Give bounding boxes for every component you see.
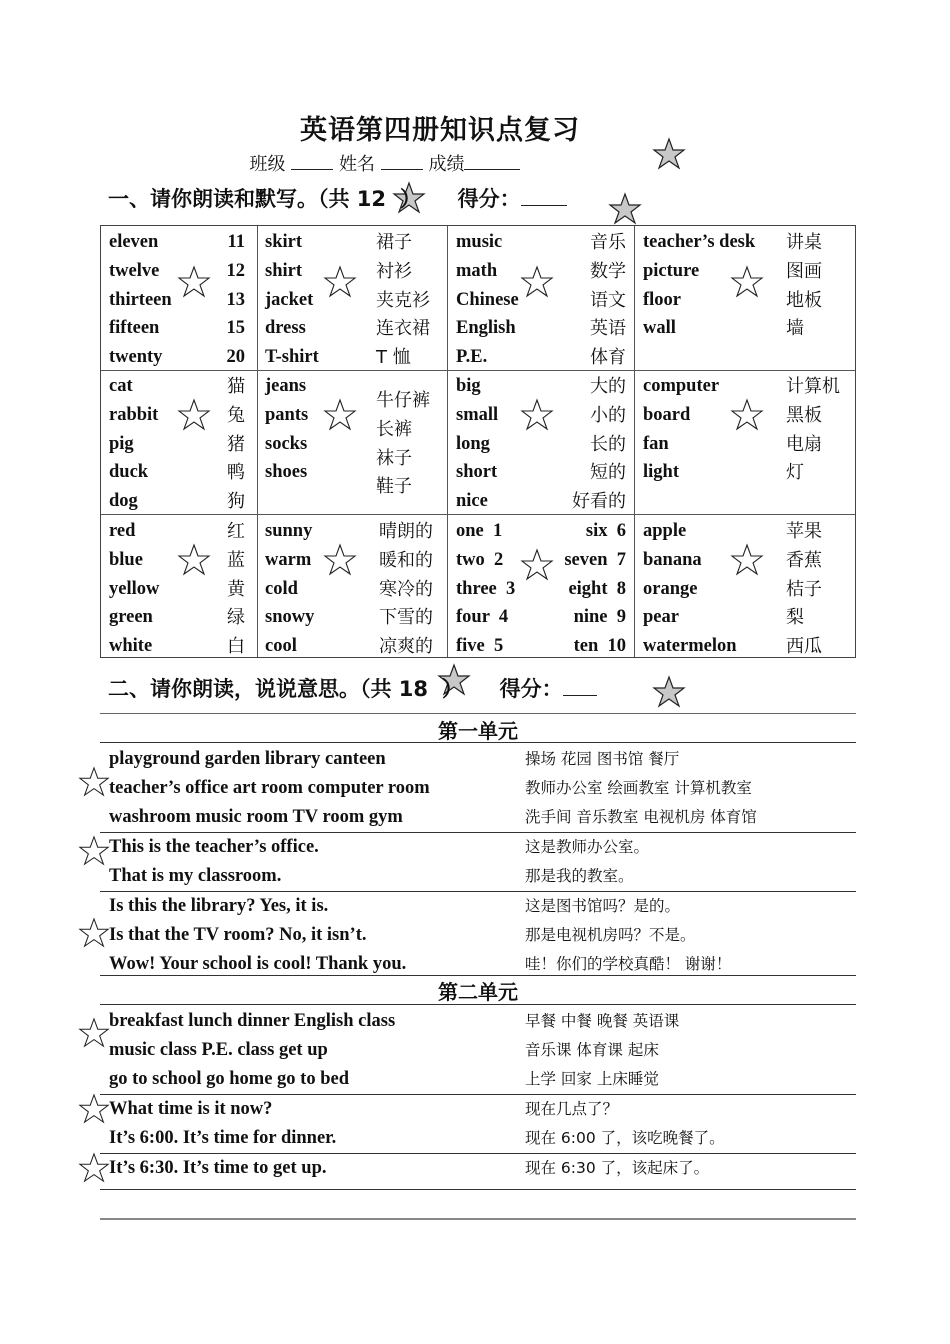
rule-line [100,742,856,743]
vocab-meaning: 寒冷的 [379,578,433,600]
gray-star-icon [652,675,686,709]
vocab-number-word: ten 10 [573,636,626,657]
vocab-word: light [643,462,679,483]
vocab-meaning: 12 [226,260,245,281]
vocab-number-word: four 4 [456,607,509,628]
gray-star-icon [608,192,642,226]
vocab-word: T-shirt [265,347,319,368]
sentence-zh: 早餐 中餐 晚餐 英语课 [525,1012,680,1030]
outline-star-icon [78,1093,110,1125]
outline-star-icon [177,265,211,299]
sentence-zh: 现在 6:00 了，该吃晚餐了。 [525,1129,725,1147]
vocab-word: teacher’s desk [643,232,756,252]
vocab-meaning: 香蕉 [786,549,822,571]
vocab-meaning: 鞋子 [376,476,412,498]
sentence-zh: 现在 6:30 了，该起床了。 [525,1159,710,1177]
vocab-meaning: 下雪的 [379,607,433,629]
vocab-word: socks [265,433,308,454]
vocab-word: green [109,607,153,628]
vocab-meaning: 蓝 [227,549,245,571]
section2-score-blank[interactable] [563,677,597,696]
sentence-zh: 这是图书馆吗？是的。 [525,897,681,915]
vocab-word: pants [265,404,309,425]
rule-line [100,713,856,714]
sentence-zh: 上学 回家 上床睡觉 [525,1070,659,1088]
vocab-word: long [456,433,490,454]
vocab-meaning: 讲桌 [786,232,822,253]
outline-star-icon [78,766,110,798]
vocab-meaning: 语文 [590,289,626,311]
sentence-en: What time is it now? [109,1099,273,1119]
sentence-zh: 洗手间 音乐教室 电视机房 体育馆 [525,808,757,826]
outline-star-icon [177,543,211,577]
vocab-word: pear [643,607,679,628]
vocab-meaning: 大的 [590,376,626,397]
outline-star-icon [730,265,764,299]
section2-score-label: 得分： [499,677,563,701]
vocab-meaning: 晴朗的 [379,521,433,542]
vocab-meaning: 暖和的 [379,549,433,571]
sentence-en: breakfast lunch dinner English class [109,1011,396,1031]
outline-star-icon [177,398,211,432]
vocab-meaning: 红 [227,521,245,542]
sentence-en: Is that the TV room? No, it isn’t. [109,925,367,945]
vocab-word: English [456,318,516,339]
vocab-word: small [456,404,499,425]
score-label: 成绩 [428,154,465,175]
vocab-number-word: two 2 [456,549,504,570]
vocab-word: math [456,260,498,281]
sentence-en: It’s 6:30. It’s time to get up. [109,1158,327,1178]
vocab-word: cold [265,578,298,599]
vocab-meaning: 15 [226,318,245,339]
section1-score-blank[interactable] [521,187,567,206]
vocab-word: nice [456,491,488,512]
rule-line [100,1004,856,1005]
vocab-word: duck [109,462,149,483]
outline-star-icon [730,398,764,432]
vocab-word: warm [265,549,312,570]
vocab-meaning: 猫 [227,376,245,397]
sentence-en: playground garden library canteen [109,749,386,769]
vocab-word: twelve [109,260,160,281]
sentence-zh: 操场 花园 图书馆 餐厅 [525,750,680,768]
vocab-meaning: 猪 [227,433,245,455]
vocab-meaning: 好看的 [572,491,626,513]
vocab-word: wall [643,318,676,339]
outline-star-icon [323,265,357,299]
table-divider [447,226,448,657]
vocab-meaning: 桔子 [786,578,822,600]
vocab-word: P.E. [456,347,488,368]
vocab-word: eleven [109,232,159,252]
vocab-word: sunny [265,521,313,541]
vocab-number-word: one 1 [456,521,503,541]
vocab-meaning: 长裤 [376,418,412,440]
vocab-word: watermelon [643,636,737,657]
vocab-meaning: 衬衫 [376,260,412,282]
vocab-word: jeans [265,376,307,396]
section1-score-label: 得分： [457,187,521,211]
sentence-zh: 教师办公室 绘画教室 计算机教室 [525,779,752,797]
outline-star-icon [78,917,110,949]
vocab-meaning: 裙子 [376,232,412,253]
class-blank[interactable] [291,153,333,170]
vocab-meaning: 长的 [590,433,626,455]
vocab-word: fan [643,433,669,454]
vocab-word: shirt [265,260,302,281]
name-blank[interactable] [381,153,423,170]
sentence-en: teacher’s office art room computer room [109,778,430,798]
vocab-meaning: 20 [226,347,245,368]
vocab-word: twenty [109,347,163,368]
vocab-word: shoes [265,462,308,483]
vocab-word: board [643,404,691,425]
table-divider [257,226,258,657]
vocab-word: Chinese [456,289,519,310]
vocab-meaning: 西瓜 [786,636,822,658]
vocab-word: music [456,232,503,252]
vocab-word: floor [643,289,682,310]
vocab-number-word: eight 8 [568,578,626,599]
vocab-meaning: 狗 [227,491,245,513]
vocab-meaning: 白 [227,636,245,658]
outline-star-icon [323,398,357,432]
vocab-meaning: 体育 [590,347,626,369]
vocab-word: rabbit [109,404,159,425]
outline-star-icon [520,265,554,299]
vocab-word: jacket [265,289,314,310]
vocab-meaning: T 恤 [376,347,411,369]
vocab-meaning: 短的 [590,462,626,484]
sentence-en: Wow! Your school is cool! Thank you. [109,954,407,974]
vocab-meaning: 地板 [786,289,822,311]
sentence-en: washroom music room TV room gym [109,807,403,827]
section1-heading: 一、请你朗读和默写。（共 12 ） 得分： [108,183,567,213]
vocab-meaning: 梨 [786,607,804,629]
gray-star-icon [652,137,686,171]
vocab-number-word: seven 7 [564,549,626,570]
vocab-meaning: 数学 [590,260,626,282]
vocab-meaning: 墙 [786,318,804,340]
sentence-en: music class P.E. class get up [109,1040,328,1060]
vocab-word: short [456,462,498,483]
vocab-word: apple [643,521,687,541]
outline-star-icon [78,835,110,867]
sentence-zh: 音乐课 体育课 起床 [525,1041,659,1059]
vocab-meaning: 13 [226,289,245,310]
vocab-word: dress [265,318,306,339]
vocab-word: yellow [109,578,160,599]
vocab-word: big [456,376,481,396]
vocab-meaning: 英语 [590,318,626,340]
vocab-word: blue [109,549,143,570]
sentence-zh: 那是电视机房吗？不是。 [525,926,696,944]
vocab-meaning: 牛仔裤 [376,390,430,411]
rule-line [100,1218,856,1220]
vocab-meaning: 绿 [227,607,245,629]
vocab-word: computer [643,376,720,396]
vocab-meaning: 11 [227,232,245,252]
vocab-meaning: 凉爽的 [379,636,433,658]
vocab-meaning: 小的 [590,404,626,426]
vocab-meaning: 兔 [227,404,245,426]
vocab-word: red [109,521,136,541]
vocab-word: fifteen [109,318,160,339]
sentence-en: Is this the library? Yes, it is. [109,896,329,916]
vocab-meaning: 黑板 [786,404,822,426]
vocab-meaning: 灯 [786,462,804,484]
sentence-zh: 哇！你们的学校真酷！ 谢谢！ [525,955,732,973]
sentence-zh: 那是我的教室。 [525,867,634,885]
vocab-meaning: 电扇 [786,433,822,455]
vocab-meaning: 计算机 [786,376,840,397]
outline-star-icon [520,548,554,582]
vocab-number-word: five 5 [456,636,504,657]
vocab-word: snowy [265,607,315,628]
vocab-meaning: 黄 [227,578,245,600]
vocab-number-word: three 3 [456,578,516,599]
sentence-en: It’s 6:00. It’s time for dinner. [109,1128,337,1148]
outline-star-icon [323,543,357,577]
vocab-meaning: 鸭 [227,462,245,484]
vocab-meaning: 连衣裙 [376,318,430,340]
sentence-zh: 这是教师办公室。 [525,838,650,856]
page-title: 英语第四册知识点复习 [300,115,580,146]
vocab-number-word: nine 9 [573,607,626,628]
outline-star-icon [78,1152,110,1184]
unit2-title: 第二单元 [438,980,518,1004]
vocab-meaning: 图画 [786,260,822,282]
vocab-word: pig [109,433,134,454]
score-blank[interactable] [464,153,520,170]
sentence-en: That is my classroom. [109,866,282,886]
vocab-meaning: 袜子 [376,447,412,469]
vocab-word: dog [109,491,138,512]
vocab-number-word: six 6 [585,521,626,541]
rule-line [100,1189,856,1190]
vocab-word: cat [109,376,133,396]
outline-star-icon [520,398,554,432]
vocab-meaning: 苹果 [786,521,822,542]
outline-star-icon [730,543,764,577]
vocab-word: cool [265,636,297,657]
outline-star-icon [78,1017,110,1049]
vocab-word: white [109,636,153,657]
vocab-word: orange [643,578,698,599]
unit1-title: 第一单元 [438,719,518,743]
vocab-word: skirt [265,232,302,252]
section2-heading: 二、请你朗读，说说意思。（共 18 ） 得分： [108,673,597,703]
vocab-word: picture [643,260,700,281]
vocab-meaning: 音乐 [590,232,626,253]
vocab-word: thirteen [109,289,172,310]
name-label: 姓名 [339,154,375,175]
vocab-word: banana [643,549,702,570]
sentence-en: This is the teacher’s office. [109,837,319,857]
table-divider [634,226,635,657]
vocab-meaning: 夹克衫 [376,289,430,311]
sentence-en: go to school go home go to bed [109,1069,349,1089]
sentence-zh: 现在几点了？ [525,1100,619,1118]
class-label: 班级 [249,154,286,175]
